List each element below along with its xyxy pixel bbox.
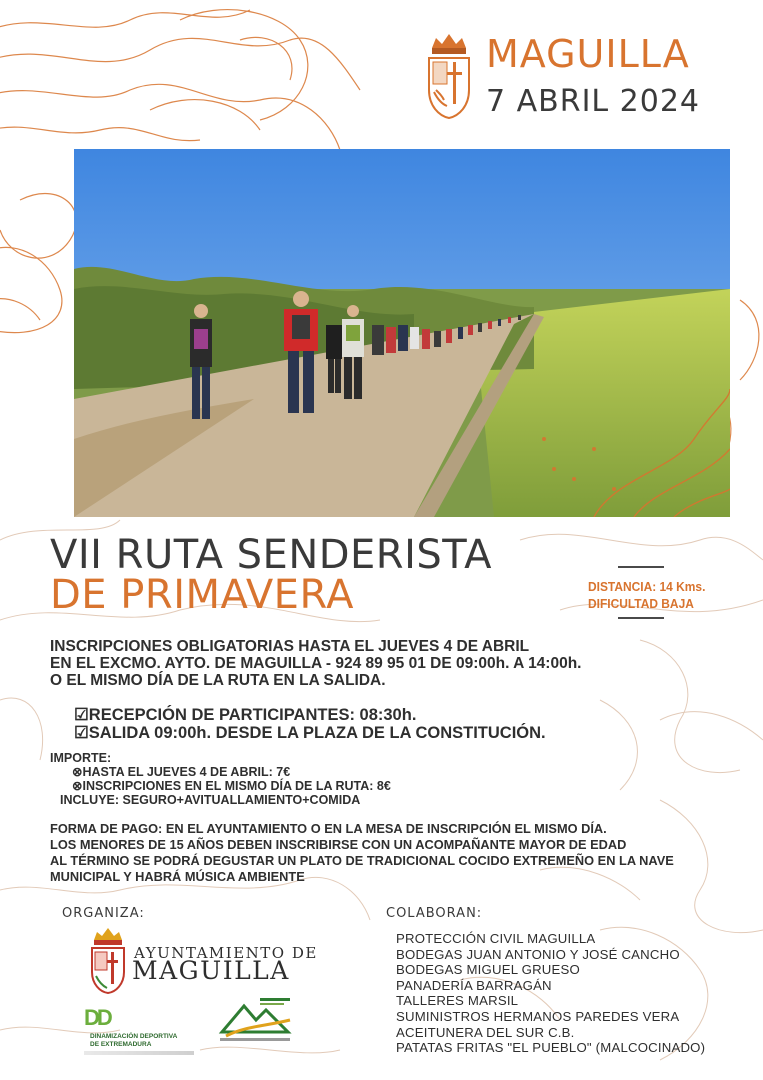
dd-logo-icon: DD [84, 1005, 110, 1030]
route-details [588, 578, 705, 612]
price-label: IMPORTE: [50, 751, 112, 765]
price-includes: INCLUYE: SEGURO+AVITUALLAMIENTO+COMIDA [60, 793, 361, 807]
colaboran-label: COLABORAN: [386, 906, 483, 921]
ayuntamiento-town: MAGUILLA [132, 956, 290, 985]
note-line: MUNICIPAL Y HABRÁ MÚSICA AMBIENTE [50, 869, 305, 884]
registration-line: EN EL EXCMO. AYTO. DE MAGUILLA - 924 89 95 01 DE 09:00h. A 14:00h. [50, 655, 582, 672]
note-line: AL TÉRMINO SE PODRÁ DEGUSTAR UN PLATO DE TRADICIONAL COCIDO EXTREMEÑO EN LA NAVE [50, 853, 674, 868]
notes-info [50, 821, 674, 885]
registration-line: INSCRIPCIONES OBLIGATORIAS HASTA EL JUEVES 4 DE ABRIL [50, 638, 530, 655]
dd-line1: DINAMIZACIÓN DEPORTIVA [90, 1033, 178, 1040]
divider-top [618, 566, 664, 568]
registration-line: O EL MISMO DÍA DE LA RUTA EN LA SALIDA. [50, 672, 386, 689]
hikers-photo [74, 149, 730, 517]
price-info [50, 751, 391, 807]
sponsor-item: BODEGAS JUAN ANTONIO Y JOSÉ CANCHO [396, 946, 680, 962]
event-title-line1: VII RUTA SENDERISTA [50, 532, 492, 578]
schedule-line: ☑RECEPCIÓN DE PARTICIPANTES: 08:30h. [74, 706, 417, 724]
sponsor-item: ACEITUNERA DEL SUR C.B. [396, 1024, 575, 1040]
sponsor-item: PANADERÍA BARRAGÁN [396, 977, 552, 993]
difficulty-text: DIFICULTAD BAJA [588, 596, 694, 611]
note-line: LOS MENORES DE 15 AÑOS DEBEN INSCRIBIRSE CON UN ACOMPAÑANTE MAYOR DE EDAD [50, 837, 627, 852]
sponsor-item: SUMINISTROS HERMANOS PAREDES VERA [396, 1008, 680, 1024]
colaboran-list [396, 931, 705, 1056]
dinamizacion-logo [84, 1005, 204, 1048]
dd-text [90, 1033, 177, 1049]
price-item: ⊗HASTA EL JUEVES 4 DE ABRIL: 7€ [72, 765, 291, 779]
sponsor-item: BODEGAS MIGUEL GRUESO [396, 962, 580, 978]
town-title: MAGUILLA [486, 32, 690, 76]
dd-sponsor-strip [84, 1051, 194, 1055]
schedule-line: ☑SALIDA 09:00h. DESDE LA PLAZA DE LA CONSTITUCIÓN. [74, 724, 546, 742]
price-item: ⊗INSCRIPCIONES EN EL MISMO DÍA DE LA RUTA: 8€ [72, 779, 391, 793]
maguilla-crest-icon [424, 30, 474, 120]
sponsor-item: TALLERES MARSIL [396, 993, 519, 1009]
registration-info [50, 638, 581, 689]
ayuntamiento-label: AYUNTAMIENTO DE [134, 944, 318, 962]
distance-text: DISTANCIA: 14 Kms. [588, 579, 706, 594]
sponsor-item: PATATAS FRITAS "EL PUEBLO" (MALCOCINADO) [396, 1040, 706, 1056]
dd-line2: DE EXTREMADURA [90, 1041, 152, 1048]
divider-bottom [618, 617, 664, 619]
event-date: 7 ABRIL 2024 [486, 84, 701, 119]
schedule-info [74, 706, 546, 742]
note-line: FORMA DE PAGO: EN EL AYUNTAMIENTO O EN LA MESA DE INSCRIPCIÓN EL MISMO DÍA. [50, 821, 607, 836]
diputacion-deportiva-logo-icon [216, 996, 294, 1042]
sponsor-item: PROTECCIÓN CIVIL MAGUILLA [396, 931, 596, 946]
organiza-label: ORGANIZA: [62, 906, 145, 921]
event-title-line2: DE PRIMAVERA [50, 572, 354, 618]
ayuntamiento-crest-icon [88, 926, 128, 994]
